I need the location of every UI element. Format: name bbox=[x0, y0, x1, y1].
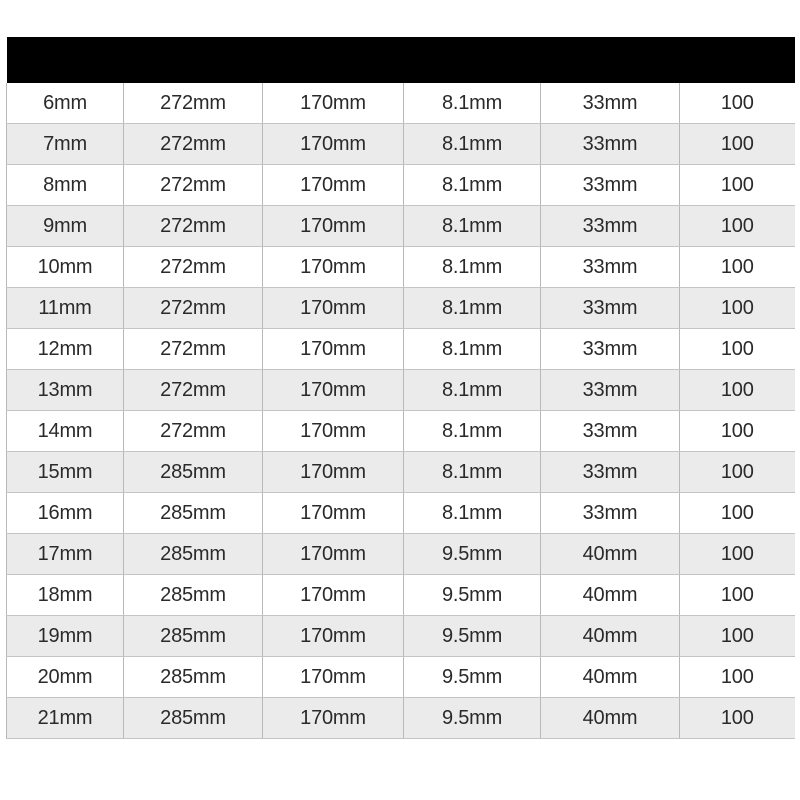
table-cell: 100 bbox=[680, 657, 795, 698]
table-cell: 285mm bbox=[124, 534, 263, 575]
table-cell: 33mm bbox=[541, 329, 680, 370]
table-row bbox=[7, 124, 795, 165]
table-cell: 8.1mm bbox=[404, 452, 541, 493]
table-cell: 13mm bbox=[7, 370, 124, 411]
table-cell: 9.5mm bbox=[404, 534, 541, 575]
table-cell: 100 bbox=[680, 165, 795, 206]
table-row bbox=[7, 83, 795, 124]
table-cell: 8.1mm bbox=[404, 493, 541, 534]
table-row bbox=[7, 206, 795, 247]
table-cell: 33mm bbox=[541, 247, 680, 288]
table-cell: 33mm bbox=[541, 206, 680, 247]
table-cell: 19mm bbox=[7, 616, 124, 657]
table-cell: 12mm bbox=[7, 329, 124, 370]
table-row bbox=[7, 657, 795, 698]
table-cell: 40mm bbox=[541, 534, 680, 575]
table-cell: 33mm bbox=[541, 411, 680, 452]
table-cell: 40mm bbox=[541, 575, 680, 616]
table-cell: 40mm bbox=[541, 616, 680, 657]
table-cell: 18mm bbox=[7, 575, 124, 616]
table-cell: 170mm bbox=[263, 534, 404, 575]
table-cell: 100 bbox=[680, 493, 795, 534]
table-row bbox=[7, 698, 795, 739]
table-cell: 17mm bbox=[7, 534, 124, 575]
table-cell: 9.5mm bbox=[404, 575, 541, 616]
table-cell: 9.5mm bbox=[404, 616, 541, 657]
table-cell: 272mm bbox=[124, 165, 263, 206]
table-row bbox=[7, 288, 795, 329]
table-cell: 33mm bbox=[541, 124, 680, 165]
table-cell: 170mm bbox=[263, 657, 404, 698]
table-row bbox=[7, 370, 795, 411]
table-cell: 6mm bbox=[7, 83, 124, 124]
table-cell: 8.1mm bbox=[404, 370, 541, 411]
header-cell bbox=[263, 37, 404, 83]
table-row bbox=[7, 329, 795, 370]
table-cell: 8.1mm bbox=[404, 411, 541, 452]
table-cell: 10mm bbox=[7, 247, 124, 288]
table-cell: 170mm bbox=[263, 698, 404, 739]
header-cell bbox=[541, 37, 680, 83]
table-cell: 100 bbox=[680, 698, 795, 739]
table-cell: 170mm bbox=[263, 329, 404, 370]
header-cell bbox=[680, 37, 795, 83]
header-cell bbox=[124, 37, 263, 83]
table-cell: 100 bbox=[680, 124, 795, 165]
table-cell: 170mm bbox=[263, 165, 404, 206]
spec-table bbox=[6, 37, 795, 739]
table-cell: 100 bbox=[680, 288, 795, 329]
table-cell: 285mm bbox=[124, 575, 263, 616]
table-cell: 272mm bbox=[124, 83, 263, 124]
table-cell: 11mm bbox=[7, 288, 124, 329]
table-row bbox=[7, 575, 795, 616]
table-cell: 170mm bbox=[263, 575, 404, 616]
table-row bbox=[7, 247, 795, 288]
table-cell: 33mm bbox=[541, 370, 680, 411]
table-cell: 285mm bbox=[124, 452, 263, 493]
table-cell: 100 bbox=[680, 616, 795, 657]
table-cell: 170mm bbox=[263, 616, 404, 657]
table-cell: 100 bbox=[680, 452, 795, 493]
table-cell: 40mm bbox=[541, 657, 680, 698]
table-cell: 100 bbox=[680, 411, 795, 452]
table-cell: 285mm bbox=[124, 657, 263, 698]
table-cell: 8.1mm bbox=[404, 288, 541, 329]
table-cell: 100 bbox=[680, 247, 795, 288]
table-cell: 8mm bbox=[7, 165, 124, 206]
table-cell: 8.1mm bbox=[404, 124, 541, 165]
table-cell: 100 bbox=[680, 83, 795, 124]
table-cell: 272mm bbox=[124, 411, 263, 452]
table-cell: 100 bbox=[680, 575, 795, 616]
table-cell: 170mm bbox=[263, 452, 404, 493]
table-cell: 14mm bbox=[7, 411, 124, 452]
table-header-row bbox=[7, 37, 795, 83]
table-cell: 100 bbox=[680, 534, 795, 575]
table-row bbox=[7, 165, 795, 206]
table-cell: 170mm bbox=[263, 124, 404, 165]
table-cell: 100 bbox=[680, 370, 795, 411]
table-body bbox=[7, 83, 795, 739]
table-cell: 100 bbox=[680, 329, 795, 370]
table-cell: 8.1mm bbox=[404, 165, 541, 206]
table-cell: 7mm bbox=[7, 124, 124, 165]
table-cell: 272mm bbox=[124, 206, 263, 247]
table-cell: 8.1mm bbox=[404, 247, 541, 288]
table-cell: 33mm bbox=[541, 165, 680, 206]
table-cell: 170mm bbox=[263, 206, 404, 247]
header-cell bbox=[7, 37, 124, 83]
table-cell: 170mm bbox=[263, 288, 404, 329]
table-cell: 272mm bbox=[124, 288, 263, 329]
table-cell: 8.1mm bbox=[404, 83, 541, 124]
table-row bbox=[7, 411, 795, 452]
table-cell: 285mm bbox=[124, 698, 263, 739]
table-cell: 272mm bbox=[124, 124, 263, 165]
header-cell bbox=[404, 37, 541, 83]
table-cell: 170mm bbox=[263, 370, 404, 411]
table-cell: 33mm bbox=[541, 493, 680, 534]
table-cell: 33mm bbox=[541, 452, 680, 493]
table-cell: 9.5mm bbox=[404, 657, 541, 698]
table-cell: 170mm bbox=[263, 493, 404, 534]
table-cell: 8.1mm bbox=[404, 206, 541, 247]
table-cell: 170mm bbox=[263, 411, 404, 452]
table-cell: 21mm bbox=[7, 698, 124, 739]
table-cell: 33mm bbox=[541, 83, 680, 124]
table-cell: 40mm bbox=[541, 698, 680, 739]
table-cell: 285mm bbox=[124, 616, 263, 657]
table-row bbox=[7, 493, 795, 534]
table-cell: 272mm bbox=[124, 370, 263, 411]
table-cell: 170mm bbox=[263, 247, 404, 288]
table-row bbox=[7, 534, 795, 575]
table-cell: 16mm bbox=[7, 493, 124, 534]
table-cell: 15mm bbox=[7, 452, 124, 493]
table-cell: 100 bbox=[680, 206, 795, 247]
table-cell: 285mm bbox=[124, 493, 263, 534]
table-cell: 9mm bbox=[7, 206, 124, 247]
table-cell: 272mm bbox=[124, 329, 263, 370]
table-row bbox=[7, 452, 795, 493]
table-cell: 8.1mm bbox=[404, 329, 541, 370]
table-cell: 20mm bbox=[7, 657, 124, 698]
table-row bbox=[7, 616, 795, 657]
table-cell: 272mm bbox=[124, 247, 263, 288]
table-cell: 9.5mm bbox=[404, 698, 541, 739]
table-cell: 170mm bbox=[263, 83, 404, 124]
table-cell: 33mm bbox=[541, 288, 680, 329]
